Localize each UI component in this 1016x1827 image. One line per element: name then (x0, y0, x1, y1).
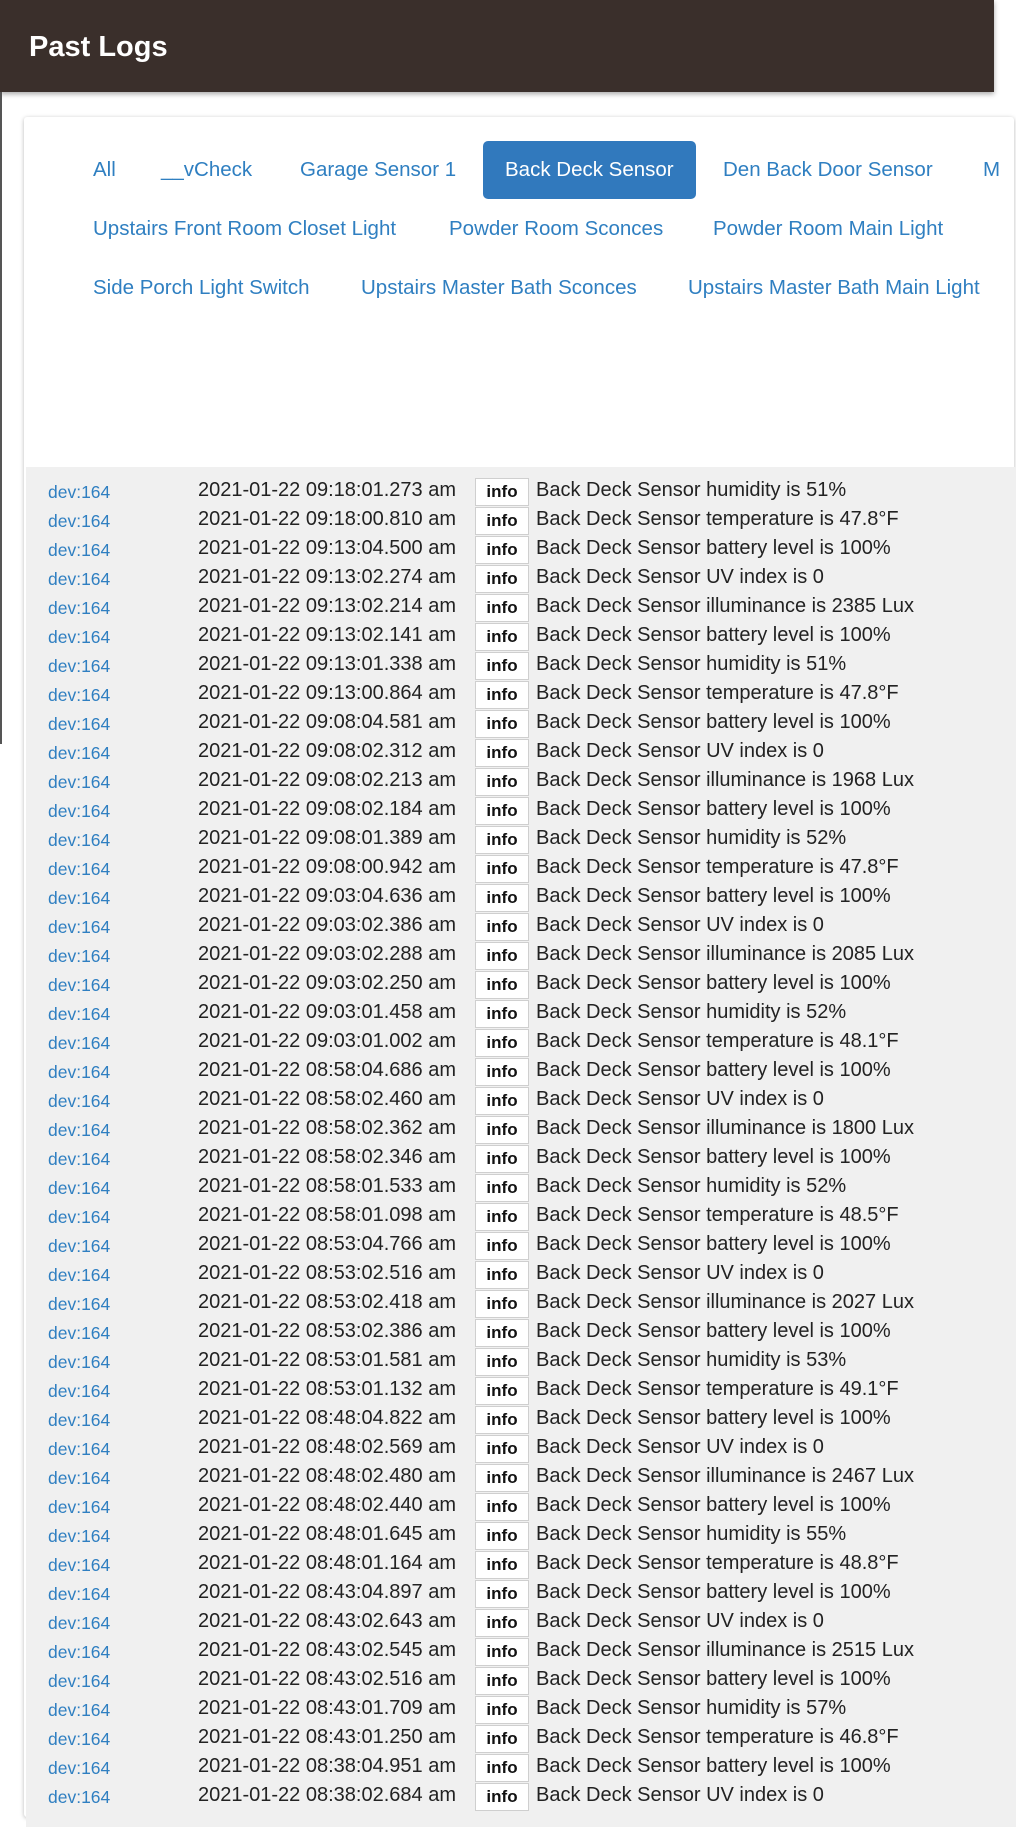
log-row (26, 564, 1016, 593)
device-link[interactable]: dev:164 (48, 1787, 111, 1807)
log-row (26, 1782, 1016, 1811)
log-row (26, 1637, 1016, 1666)
log-message: Back Deck Sensor illuminance is 2085 Lux (536, 943, 914, 965)
log-row (26, 738, 1016, 767)
log-row (26, 651, 1016, 680)
device-link[interactable]: dev:164 (48, 1584, 111, 1604)
log-timestamp: 2021-01-22 09:08:01.389 am (198, 827, 456, 849)
device-link[interactable]: dev:164 (48, 1729, 111, 1749)
log-message: Back Deck Sensor humidity is 57% (536, 1697, 847, 1719)
log-level-badge: info (475, 681, 529, 709)
device-link[interactable]: dev:164 (48, 772, 111, 792)
log-message: Back Deck Sensor battery level is 100% (536, 1494, 891, 1516)
log-row (26, 1695, 1016, 1724)
log-level-badge: info (475, 1203, 529, 1231)
log-message: Back Deck Sensor temperature is 48.8°F (536, 1552, 899, 1574)
log-message: Back Deck Sensor UV index is 0 (536, 566, 824, 588)
logs-card (24, 117, 1014, 1817)
log-row (26, 1318, 1016, 1347)
device-link[interactable]: dev:164 (48, 859, 111, 879)
log-level-badge: info (475, 710, 529, 738)
tab-back-deck-sensor[interactable]: Back Deck Sensor (483, 141, 696, 199)
device-tabs (24, 117, 1014, 467)
log-timestamp: 2021-01-22 08:43:02.545 am (198, 1639, 456, 1661)
device-link[interactable]: dev:164 (48, 656, 111, 676)
log-level-badge: info (475, 1319, 529, 1347)
log-message: Back Deck Sensor temperature is 47.8°F (536, 682, 899, 704)
log-message: Back Deck Sensor UV index is 0 (536, 1784, 824, 1806)
log-timestamp: 2021-01-22 08:58:02.362 am (198, 1117, 456, 1139)
log-message: Back Deck Sensor battery level is 100% (536, 1755, 891, 1777)
device-link[interactable]: dev:164 (48, 1207, 111, 1227)
log-timestamp: 2021-01-22 09:03:02.288 am (198, 943, 456, 965)
log-level-badge: info (475, 826, 529, 854)
log-timestamp: 2021-01-22 08:43:01.709 am (198, 1697, 456, 1719)
log-message: Back Deck Sensor battery level is 100% (536, 537, 891, 559)
log-message: Back Deck Sensor battery level is 100% (536, 1668, 891, 1690)
log-level-badge: info (475, 1580, 529, 1608)
log-message: Back Deck Sensor temperature is 47.8°F (536, 856, 899, 878)
log-row (26, 1579, 1016, 1608)
device-link[interactable]: dev:164 (48, 1671, 111, 1691)
log-timestamp: 2021-01-22 09:08:02.184 am (198, 798, 456, 820)
log-row (26, 593, 1016, 622)
log-row (26, 1492, 1016, 1521)
log-row (26, 1463, 1016, 1492)
log-timestamp: 2021-01-22 08:43:02.516 am (198, 1668, 456, 1690)
log-timestamp: 2021-01-22 08:48:02.480 am (198, 1465, 456, 1487)
log-level-badge: info (475, 739, 529, 767)
tab-upstairs-front-room-closet-light[interactable]: Upstairs Front Room Closet Light (93, 217, 397, 240)
device-link[interactable]: dev:164 (48, 1439, 111, 1459)
log-row (26, 1144, 1016, 1173)
log-timestamp: 2021-01-22 09:03:02.386 am (198, 914, 456, 936)
log-message: Back Deck Sensor UV index is 0 (536, 1262, 824, 1284)
device-link[interactable]: dev:164 (48, 511, 111, 531)
device-link[interactable]: dev:164 (48, 946, 111, 966)
log-timestamp: 2021-01-22 08:38:02.684 am (198, 1784, 456, 1806)
log-level-badge: info (475, 1377, 529, 1405)
log-message: Back Deck Sensor UV index is 0 (536, 1436, 824, 1458)
log-row (26, 1115, 1016, 1144)
log-level-badge: info (475, 507, 529, 535)
log-message: Back Deck Sensor humidity is 51% (536, 653, 847, 675)
device-link[interactable]: dev:164 (48, 1236, 111, 1256)
log-level-badge: info (475, 1435, 529, 1463)
device-link[interactable]: dev:164 (48, 1381, 111, 1401)
log-timestamp: 2021-01-22 08:48:02.569 am (198, 1436, 456, 1458)
device-link[interactable]: dev:164 (48, 685, 111, 705)
log-timestamp: 2021-01-22 09:08:00.942 am (198, 856, 456, 878)
log-timestamp: 2021-01-22 08:53:02.386 am (198, 1320, 456, 1342)
log-message: Back Deck Sensor battery level is 100% (536, 711, 891, 733)
log-message: Back Deck Sensor illuminance is 2515 Lux (536, 1639, 914, 1661)
tab-powder-room-main-light[interactable]: Powder Room Main Light (713, 217, 944, 240)
device-link[interactable]: dev:164 (48, 830, 111, 850)
log-level-badge: info (475, 1261, 529, 1289)
log-timestamp: 2021-01-22 08:43:04.897 am (198, 1581, 456, 1603)
log-timestamp: 2021-01-22 08:58:01.098 am (198, 1204, 456, 1226)
log-level-badge: info (475, 478, 529, 506)
device-link[interactable]: dev:164 (48, 714, 111, 734)
log-row (26, 970, 1016, 999)
log-message: Back Deck Sensor illuminance is 2385 Lux (536, 595, 914, 617)
device-link[interactable]: dev:164 (48, 1497, 111, 1517)
device-link[interactable]: dev:164 (48, 743, 111, 763)
log-level-badge: info (475, 1493, 529, 1521)
device-link[interactable]: dev:164 (48, 598, 111, 618)
log-level-badge: info (475, 1609, 529, 1637)
log-message: Back Deck Sensor battery level is 100% (536, 1407, 891, 1429)
log-level-badge: info (475, 884, 529, 912)
log-level-badge: info (475, 1029, 529, 1057)
log-message: Back Deck Sensor humidity is 52% (536, 1175, 847, 1197)
log-timestamp: 2021-01-22 09:18:01.273 am (198, 479, 456, 501)
log-row (26, 1666, 1016, 1695)
device-link[interactable]: dev:164 (48, 1613, 111, 1633)
log-level-badge: info (475, 623, 529, 651)
log-message: Back Deck Sensor UV index is 0 (536, 914, 824, 936)
log-message: Back Deck Sensor humidity is 52% (536, 827, 847, 849)
device-link[interactable]: dev:164 (48, 1091, 111, 1111)
tab-upstairs-master-bath-main-light[interactable]: Upstairs Master Bath Main Light (688, 276, 980, 299)
device-link[interactable]: dev:164 (48, 569, 111, 589)
log-message: Back Deck Sensor battery level is 100% (536, 624, 891, 646)
log-row (26, 1434, 1016, 1463)
sidebar-edge (0, 92, 2, 744)
log-row (26, 622, 1016, 651)
device-link[interactable]: dev:164 (48, 917, 111, 937)
device-link[interactable]: dev:164 (48, 482, 111, 502)
log-level-badge: info (475, 1638, 529, 1666)
log-timestamp: 2021-01-22 08:53:01.581 am (198, 1349, 456, 1371)
log-list[interactable] (26, 467, 1016, 1827)
log-level-badge: info (475, 1348, 529, 1376)
log-level-badge: info (475, 652, 529, 680)
log-level-badge: info (475, 1087, 529, 1115)
device-link[interactable]: dev:164 (48, 1178, 111, 1198)
log-level-badge: info (475, 1116, 529, 1144)
log-timestamp: 2021-01-22 09:13:04.500 am (198, 537, 456, 559)
log-timestamp: 2021-01-22 09:03:01.458 am (198, 1001, 456, 1023)
log-message: Back Deck Sensor battery level is 100% (536, 1059, 891, 1081)
log-timestamp: 2021-01-22 08:58:04.686 am (198, 1059, 456, 1081)
device-link[interactable]: dev:164 (48, 1468, 111, 1488)
device-link[interactable]: dev:164 (48, 1265, 111, 1285)
device-link[interactable]: dev:164 (48, 1555, 111, 1575)
log-row (26, 1550, 1016, 1579)
log-level-badge: info (475, 1174, 529, 1202)
log-row (26, 1173, 1016, 1202)
log-row (26, 1260, 1016, 1289)
log-message: Back Deck Sensor battery level is 100% (536, 972, 891, 994)
device-link[interactable]: dev:164 (48, 1149, 111, 1169)
log-message: Back Deck Sensor battery level is 100% (536, 1146, 891, 1168)
app-header (0, 0, 994, 92)
log-level-badge: info (475, 1551, 529, 1579)
tab-vcheck[interactable]: __vCheck (161, 158, 253, 181)
log-level-badge: info (475, 1145, 529, 1173)
log-row (26, 796, 1016, 825)
log-message: Back Deck Sensor UV index is 0 (536, 1088, 824, 1110)
device-link[interactable]: dev:164 (48, 627, 111, 647)
device-link[interactable]: dev:164 (48, 1323, 111, 1343)
log-message: Back Deck Sensor temperature is 46.8°F (536, 1726, 899, 1748)
log-timestamp: 2021-01-22 08:48:01.645 am (198, 1523, 456, 1545)
log-level-badge: info (475, 797, 529, 825)
log-message: Back Deck Sensor humidity is 55% (536, 1523, 847, 1545)
log-row (26, 680, 1016, 709)
log-timestamp: 2021-01-22 08:53:01.132 am (198, 1378, 456, 1400)
tab-m[interactable]: M (983, 158, 1001, 181)
log-row (26, 912, 1016, 941)
log-timestamp: 2021-01-22 09:13:02.214 am (198, 595, 456, 617)
log-timestamp: 2021-01-22 09:13:00.864 am (198, 682, 456, 704)
log-timestamp: 2021-01-22 09:08:02.213 am (198, 769, 456, 791)
log-level-badge: info (475, 1522, 529, 1550)
log-row (26, 1724, 1016, 1753)
log-row (26, 1753, 1016, 1782)
tab-all[interactable]: All (93, 158, 116, 181)
log-message: Back Deck Sensor humidity is 51% (536, 479, 847, 501)
log-message: Back Deck Sensor battery level is 100% (536, 885, 891, 907)
device-link[interactable]: dev:164 (48, 1033, 111, 1053)
tab-powder-room-sconces[interactable]: Powder Room Sconces (449, 217, 664, 240)
log-timestamp: 2021-01-22 09:03:02.250 am (198, 972, 456, 994)
log-level-badge: info (475, 971, 529, 999)
log-level-badge: info (475, 1783, 529, 1811)
log-row (26, 883, 1016, 912)
log-message: Back Deck Sensor humidity is 53% (536, 1349, 847, 1371)
log-timestamp: 2021-01-22 08:53:02.516 am (198, 1262, 456, 1284)
log-timestamp: 2021-01-22 08:53:04.766 am (198, 1233, 456, 1255)
tab-side-porch-light-switch[interactable]: Side Porch Light Switch (93, 276, 310, 299)
log-row (26, 1057, 1016, 1086)
device-link[interactable]: dev:164 (48, 540, 111, 560)
log-level-badge: info (475, 942, 529, 970)
log-timestamp: 2021-01-22 08:43:02.643 am (198, 1610, 456, 1632)
log-message: Back Deck Sensor battery level is 100% (536, 1581, 891, 1603)
log-row (26, 1202, 1016, 1231)
log-timestamp: 2021-01-22 08:38:04.951 am (198, 1755, 456, 1777)
log-timestamp: 2021-01-22 08:48:02.440 am (198, 1494, 456, 1516)
log-timestamp: 2021-01-22 09:08:02.312 am (198, 740, 456, 762)
device-link[interactable]: dev:164 (48, 1294, 111, 1314)
log-level-badge: info (475, 1725, 529, 1753)
log-message: Back Deck Sensor battery level is 100% (536, 1320, 891, 1342)
log-level-badge: info (475, 1058, 529, 1086)
device-link[interactable]: dev:164 (48, 1700, 111, 1720)
log-message: Back Deck Sensor temperature is 48.1°F (536, 1030, 899, 1052)
log-message: Back Deck Sensor temperature is 48.5°F (536, 1204, 899, 1226)
log-message: Back Deck Sensor illuminance is 2467 Lux (536, 1465, 914, 1487)
device-link[interactable]: dev:164 (48, 975, 111, 995)
log-row (26, 506, 1016, 535)
tab-upstairs-master-bath-sconces[interactable]: Upstairs Master Bath Sconces (361, 276, 637, 299)
log-timestamp: 2021-01-22 09:13:02.141 am (198, 624, 456, 646)
log-message: Back Deck Sensor humidity is 52% (536, 1001, 847, 1023)
log-level-badge: info (475, 913, 529, 941)
log-level-badge: info (475, 594, 529, 622)
device-link[interactable]: dev:164 (48, 1642, 111, 1662)
log-level-badge: info (475, 1667, 529, 1695)
device-link[interactable]: dev:164 (48, 1062, 111, 1082)
log-level-badge: info (475, 1754, 529, 1782)
log-timestamp: 2021-01-22 08:58:01.533 am (198, 1175, 456, 1197)
log-message: Back Deck Sensor illuminance is 2027 Lux (536, 1291, 914, 1313)
log-level-badge: info (475, 1406, 529, 1434)
log-message: Back Deck Sensor temperature is 49.1°F (536, 1378, 899, 1400)
log-timestamp: 2021-01-22 09:18:00.810 am (198, 508, 456, 530)
log-message: Back Deck Sensor battery level is 100% (536, 798, 891, 820)
log-level-badge: info (475, 855, 529, 883)
log-row (26, 854, 1016, 883)
log-level-badge: info (475, 1464, 529, 1492)
log-row (26, 999, 1016, 1028)
log-level-badge: info (475, 768, 529, 796)
page-title: Past Logs (29, 31, 168, 63)
log-timestamp: 2021-01-22 09:13:02.274 am (198, 566, 456, 588)
tab-den-back-door-sensor[interactable]: Den Back Door Sensor (723, 158, 933, 181)
log-row (26, 1289, 1016, 1318)
device-link[interactable]: dev:164 (48, 801, 111, 821)
log-level-badge: info (475, 536, 529, 564)
log-row (26, 709, 1016, 738)
device-link[interactable]: dev:164 (48, 1410, 111, 1430)
log-timestamp: 2021-01-22 09:13:01.338 am (198, 653, 456, 675)
device-link[interactable]: dev:164 (48, 1004, 111, 1024)
device-link[interactable]: dev:164 (48, 1526, 111, 1546)
log-message: Back Deck Sensor UV index is 0 (536, 1610, 824, 1632)
log-level-badge: info (475, 1232, 529, 1260)
log-level-badge: info (475, 1000, 529, 1028)
log-timestamp: 2021-01-22 08:58:02.460 am (198, 1088, 456, 1110)
log-message: Back Deck Sensor UV index is 0 (536, 740, 824, 762)
log-timestamp: 2021-01-22 09:03:01.002 am (198, 1030, 456, 1052)
log-row (26, 1405, 1016, 1434)
log-row (26, 1086, 1016, 1115)
log-row (26, 941, 1016, 970)
tab-garage-sensor-1[interactable]: Garage Sensor 1 (300, 158, 457, 181)
log-message: Back Deck Sensor illuminance is 1968 Lux (536, 769, 914, 791)
device-link[interactable]: dev:164 (48, 888, 111, 908)
log-row (26, 1521, 1016, 1550)
log-timestamp: 2021-01-22 08:48:01.164 am (198, 1552, 456, 1574)
log-row (26, 1028, 1016, 1057)
log-message: Back Deck Sensor illuminance is 1800 Lux (536, 1117, 914, 1139)
log-row (26, 1231, 1016, 1260)
log-timestamp: 2021-01-22 08:53:02.418 am (198, 1291, 456, 1313)
log-timestamp: 2021-01-22 08:43:01.250 am (198, 1726, 456, 1748)
log-timestamp: 2021-01-22 08:58:02.346 am (198, 1146, 456, 1168)
log-timestamp: 2021-01-22 09:03:04.636 am (198, 885, 456, 907)
log-level-badge: info (475, 565, 529, 593)
device-link[interactable]: dev:164 (48, 1120, 111, 1140)
log-row (26, 535, 1016, 564)
device-link[interactable]: dev:164 (48, 1758, 111, 1778)
log-row (26, 825, 1016, 854)
log-timestamp: 2021-01-22 09:08:04.581 am (198, 711, 456, 733)
log-row (26, 1608, 1016, 1637)
log-level-badge: info (475, 1290, 529, 1318)
log-row (26, 1347, 1016, 1376)
log-row (26, 767, 1016, 796)
log-row (26, 1376, 1016, 1405)
device-link[interactable]: dev:164 (48, 1352, 111, 1372)
log-message: Back Deck Sensor battery level is 100% (536, 1233, 891, 1255)
log-row (26, 477, 1016, 506)
log-level-badge: info (475, 1696, 529, 1724)
log-timestamp: 2021-01-22 08:48:04.822 am (198, 1407, 456, 1429)
log-message: Back Deck Sensor temperature is 47.8°F (536, 508, 899, 530)
